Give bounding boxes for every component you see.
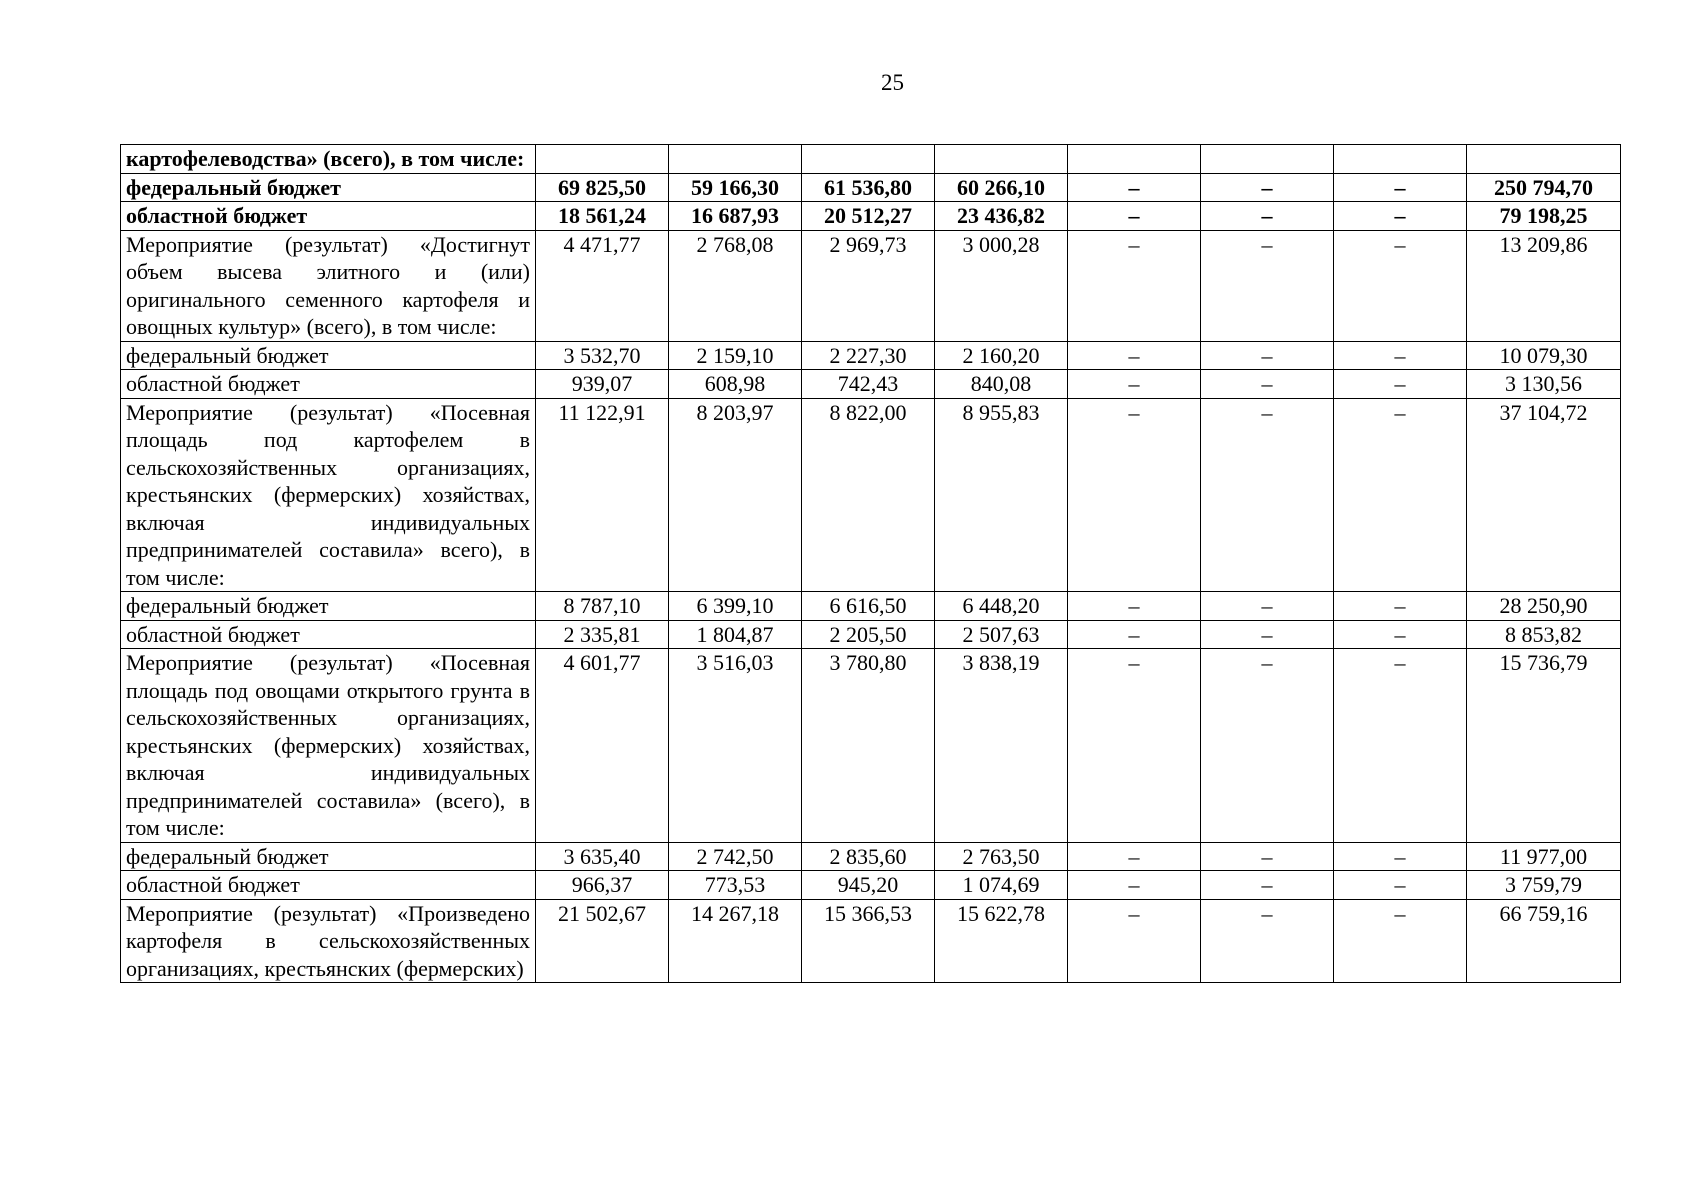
value-cell <box>1334 145 1467 174</box>
value-cell: 11 977,00 <box>1467 842 1621 871</box>
dash-cell: – <box>1334 842 1467 871</box>
dash-cell: – <box>1334 871 1467 900</box>
value-cell: 11 122,91 <box>536 398 669 592</box>
page-number: 25 <box>881 70 904 95</box>
dash-cell: – <box>1201 649 1334 843</box>
value-cell: 2 742,50 <box>669 842 802 871</box>
value-cell: 945,20 <box>802 871 935 900</box>
dash-cell: – <box>1201 871 1334 900</box>
table-row <box>121 871 1621 900</box>
table-body <box>121 145 1621 983</box>
dash-cell: – <box>1201 398 1334 592</box>
value-cell: 6 399,10 <box>669 592 802 621</box>
budget-table <box>120 144 1621 983</box>
dash-cell: – <box>1068 842 1201 871</box>
value-cell: 21 502,67 <box>536 899 669 983</box>
value-cell: 3 000,28 <box>935 230 1068 341</box>
row-label: областной бюджет <box>121 370 536 399</box>
value-cell <box>802 145 935 174</box>
dash-cell: – <box>1068 620 1201 649</box>
table-row <box>121 592 1621 621</box>
value-cell: 3 838,19 <box>935 649 1068 843</box>
dash-cell: – <box>1201 230 1334 341</box>
value-cell: 16 687,93 <box>669 202 802 231</box>
dash-cell: – <box>1068 230 1201 341</box>
table-row <box>121 145 1621 174</box>
value-cell: 2 768,08 <box>669 230 802 341</box>
value-cell: 14 267,18 <box>669 899 802 983</box>
row-label: федеральный бюджет <box>121 341 536 370</box>
value-cell: 28 250,90 <box>1467 592 1621 621</box>
value-cell <box>935 145 1068 174</box>
value-cell <box>536 145 669 174</box>
value-cell: 15 736,79 <box>1467 649 1621 843</box>
value-cell: 2 160,20 <box>935 341 1068 370</box>
dash-cell: – <box>1201 202 1334 231</box>
value-cell: 608,98 <box>669 370 802 399</box>
value-cell: 8 955,83 <box>935 398 1068 592</box>
value-cell: 2 159,10 <box>669 341 802 370</box>
value-cell: 3 780,80 <box>802 649 935 843</box>
value-cell: 18 561,24 <box>536 202 669 231</box>
row-label: Мероприятие (результат) «Достигнут объем высева элитного и (или) оригинального семенного картофеля и овощных культур» (всего), в том числе: <box>121 230 536 341</box>
table-row <box>121 649 1621 843</box>
value-cell: 2 763,50 <box>935 842 1068 871</box>
value-cell <box>669 145 802 174</box>
value-cell: 1 804,87 <box>669 620 802 649</box>
dash-cell: – <box>1334 341 1467 370</box>
value-cell: 8 203,97 <box>669 398 802 592</box>
table-row <box>121 173 1621 202</box>
value-cell: 3 532,70 <box>536 341 669 370</box>
row-label: областной бюджет <box>121 620 536 649</box>
value-cell: 773,53 <box>669 871 802 900</box>
value-cell: 3 516,03 <box>669 649 802 843</box>
value-cell: 79 198,25 <box>1467 202 1621 231</box>
value-cell: 2 227,30 <box>802 341 935 370</box>
value-cell <box>1201 145 1334 174</box>
value-cell: 20 512,27 <box>802 202 935 231</box>
dash-cell: – <box>1068 649 1201 843</box>
value-cell: 61 536,80 <box>802 173 935 202</box>
value-cell: 8 787,10 <box>536 592 669 621</box>
dash-cell: – <box>1201 620 1334 649</box>
value-cell <box>1068 145 1201 174</box>
value-cell: 4 471,77 <box>536 230 669 341</box>
table-row <box>121 899 1621 983</box>
dash-cell: – <box>1201 370 1334 399</box>
row-label: областной бюджет <box>121 202 536 231</box>
dash-cell: – <box>1201 592 1334 621</box>
value-cell: 966,37 <box>536 871 669 900</box>
row-label: областной бюджет <box>121 871 536 900</box>
value-cell: 15 366,53 <box>802 899 935 983</box>
value-cell: 3 759,79 <box>1467 871 1621 900</box>
row-label: федеральный бюджет <box>121 592 536 621</box>
table-row <box>121 398 1621 592</box>
row-label: Мероприятие (результат) «Посевная площадь под картофелем в сельскохозяйственных организациях, крестьянских (фермерских) хозяйствах, включая индивидуальных предпринимателей составила» всего), в том числе: <box>121 398 536 592</box>
dash-cell: – <box>1334 370 1467 399</box>
value-cell: 66 759,16 <box>1467 899 1621 983</box>
value-cell: 2 835,60 <box>802 842 935 871</box>
dash-cell: – <box>1334 173 1467 202</box>
value-cell: 15 622,78 <box>935 899 1068 983</box>
dash-cell: – <box>1068 398 1201 592</box>
value-cell: 939,07 <box>536 370 669 399</box>
value-cell: 37 104,72 <box>1467 398 1621 592</box>
value-cell: 3 130,56 <box>1467 370 1621 399</box>
value-cell: 13 209,86 <box>1467 230 1621 341</box>
value-cell: 69 825,50 <box>536 173 669 202</box>
value-cell: 8 822,00 <box>802 398 935 592</box>
value-cell: 2 335,81 <box>536 620 669 649</box>
row-label: Мероприятие (результат) «Произведено картофеля в сельскохозяйственных организациях, крестьянских (фермерских) <box>121 899 536 983</box>
row-label: Мероприятие (результат) «Посевная площадь под овощами открытого грунта в сельскохозяйственных организациях, крестьянских (фермерских) хозяйствах, включая индивидуальных предпринимателей составила» (всего), в том числе: <box>121 649 536 843</box>
dash-cell: – <box>1334 649 1467 843</box>
dash-cell: – <box>1068 202 1201 231</box>
dash-cell: – <box>1201 899 1334 983</box>
dash-cell: – <box>1334 620 1467 649</box>
dash-cell: – <box>1068 370 1201 399</box>
dash-cell: – <box>1334 398 1467 592</box>
dash-cell: – <box>1068 341 1201 370</box>
value-cell: 8 853,82 <box>1467 620 1621 649</box>
table-row <box>121 230 1621 341</box>
value-cell: 10 079,30 <box>1467 341 1621 370</box>
value-cell <box>1467 145 1621 174</box>
table-row <box>121 370 1621 399</box>
dash-cell: – <box>1068 592 1201 621</box>
dash-cell: – <box>1334 592 1467 621</box>
value-cell: 2 507,63 <box>935 620 1068 649</box>
table-row <box>121 202 1621 231</box>
table-row <box>121 341 1621 370</box>
value-cell: 1 074,69 <box>935 871 1068 900</box>
value-cell: 6 616,50 <box>802 592 935 621</box>
value-cell: 23 436,82 <box>935 202 1068 231</box>
table-row <box>121 620 1621 649</box>
dash-cell: – <box>1068 871 1201 900</box>
value-cell: 4 601,77 <box>536 649 669 843</box>
value-cell: 250 794,70 <box>1467 173 1621 202</box>
dash-cell: – <box>1068 173 1201 202</box>
value-cell: 2 205,50 <box>802 620 935 649</box>
value-cell: 742,43 <box>802 370 935 399</box>
dash-cell: – <box>1334 202 1467 231</box>
value-cell: 6 448,20 <box>935 592 1068 621</box>
row-label: федеральный бюджет <box>121 173 536 202</box>
dash-cell: – <box>1201 173 1334 202</box>
row-label: картофелеводства» (всего), в том числе: <box>121 145 536 174</box>
dash-cell: – <box>1334 899 1467 983</box>
dash-cell: – <box>1334 230 1467 341</box>
value-cell: 2 969,73 <box>802 230 935 341</box>
dash-cell: – <box>1068 899 1201 983</box>
table-row <box>121 842 1621 871</box>
row-label: федеральный бюджет <box>121 842 536 871</box>
dash-cell: – <box>1201 842 1334 871</box>
value-cell: 59 166,30 <box>669 173 802 202</box>
value-cell: 60 266,10 <box>935 173 1068 202</box>
value-cell: 3 635,40 <box>536 842 669 871</box>
dash-cell: – <box>1201 341 1334 370</box>
value-cell: 840,08 <box>935 370 1068 399</box>
